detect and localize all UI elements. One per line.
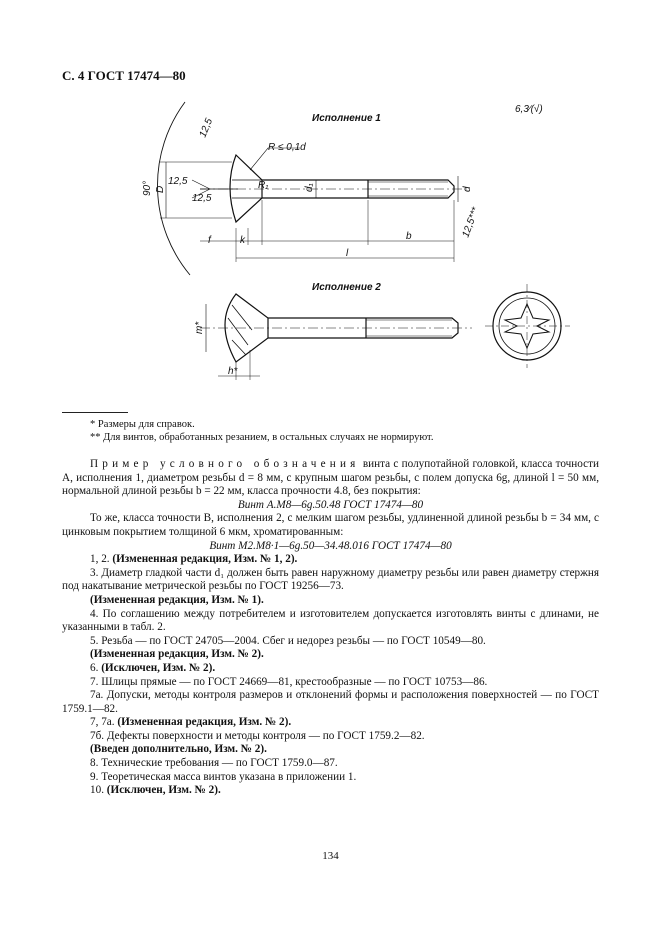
page-header: С. 4 ГОСТ 17474—80 bbox=[62, 68, 186, 83]
note-7-7a: 7, 7а. (Измененная редакция, Изм. № 2). bbox=[90, 716, 292, 729]
note-1-2: 1, 2. (Измененная редакция, Изм. № 1, 2). bbox=[90, 553, 298, 566]
note-3-revision: (Измененная редакция, Изм. № 1). bbox=[90, 593, 264, 606]
angle-label: 90° bbox=[142, 180, 153, 196]
note-8: 8. Технические требования — по ГОСТ 1759.0—87. bbox=[90, 757, 338, 770]
page-number: 134 bbox=[322, 850, 339, 862]
screw-drawing bbox=[0, 90, 661, 390]
note-5: 5. Резьба — по ГОСТ 24705—2004. Сбег и недорез резьбы — по ГОСТ 10549—80. bbox=[90, 634, 486, 647]
chamfer-label: 12,5 bbox=[197, 116, 216, 140]
m-label: m* bbox=[194, 321, 205, 334]
body-text bbox=[62, 458, 599, 798]
note-6: 6. (Исключен, Изм. № 2). bbox=[90, 661, 216, 674]
r1-label: R₁ bbox=[258, 180, 269, 191]
label-12-5a: 12,5 bbox=[168, 176, 188, 187]
footnote-1: * Размеры для справок. bbox=[90, 419, 195, 430]
example-paragraph-2: То же, класса точности В, исполнения 2, с мелким шагом резьбы, удлиненной длиной резьбы b = 34 мм, с цинковым покрытием толщиной 6 мкм, хроматированным: bbox=[62, 512, 599, 538]
formula-2: Винт М2.М8·1—6g.50—34.48.016 ГОСТ 17474—80 bbox=[209, 539, 452, 552]
k-label: k bbox=[240, 235, 245, 246]
variant1-label: Исполнение 1 bbox=[312, 113, 381, 124]
note-7b: 7б. Дефекты поверхности и методы контроля — по ГОСТ 1759.2—82. bbox=[90, 729, 425, 742]
radius-label: R ≤ 0,1d bbox=[268, 142, 306, 153]
label-12-5b: 12,5 bbox=[192, 193, 212, 204]
d-label: d bbox=[462, 186, 473, 192]
formula-1: Винт А.М8—6g.50.48 ГОСТ 17474—80 bbox=[237, 498, 424, 511]
cross-recess bbox=[505, 304, 549, 348]
footnote-divider bbox=[62, 412, 128, 413]
example-paragraph bbox=[62, 458, 599, 499]
b-label: b bbox=[406, 231, 412, 242]
note-7a: 7а. Допуски, методы контроля размеров и отклонений формы и расположения поверхностей — по ГОСТ 1759.1—82. bbox=[62, 689, 599, 715]
f-label: f bbox=[208, 235, 211, 246]
l-label: l bbox=[346, 248, 349, 259]
note-4: 4. По соглашению между потребителем и изготовителем допускается изготовлять винты с длинами, не указанными в табл. 2. bbox=[62, 607, 599, 634]
footnote-2: ** Для винтов, обработанных резанием, в остальных случаях не нормируют. bbox=[90, 432, 434, 443]
h-label: h* bbox=[228, 366, 238, 377]
example-text: винта с полупотайной головкой, класса точности А, исполнения 1, диаметром резьбы d = 8 мм, с крупным шагом резьбы, с полем допуска 6g, длиной l = 50 мм, нормальной длиной резьбы b = 22 мм, класса прочности 4.8, без покрытия: bbox=[62, 458, 599, 498]
note-7: 7. Шлицы прямые — по ГОСТ 24669—81, крестообразные — по ГОСТ 10753—86. bbox=[90, 675, 488, 688]
head-diameter-label: D bbox=[155, 185, 166, 193]
thread-roughness-label: 12,5*** bbox=[460, 206, 482, 240]
example-heading: Пример условного обозначения bbox=[90, 458, 360, 470]
note-9: 9. Теоретическая масса винтов указана в приложении 1. bbox=[90, 770, 357, 783]
note-3: 3. Диаметр гладкой части d₁ должен быть равен наружному диаметру резьбы или равен диаметру стержня под накатывание метрической резьбы по ГОСТ 19256—73. bbox=[62, 566, 599, 593]
d1-label: d₁ bbox=[304, 183, 315, 192]
note-5-revision: (Измененная редакция, Изм. № 2). bbox=[90, 648, 264, 661]
note-10: 10. (Исключен, Изм. № 2). bbox=[90, 784, 221, 797]
variant2-label: Исполнение 2 bbox=[312, 282, 381, 293]
note-7b-revision: (Введен дополнительно, Изм. № 2). bbox=[90, 743, 267, 756]
surface-roughness-mark: 6,3∕(√) bbox=[515, 104, 543, 115]
